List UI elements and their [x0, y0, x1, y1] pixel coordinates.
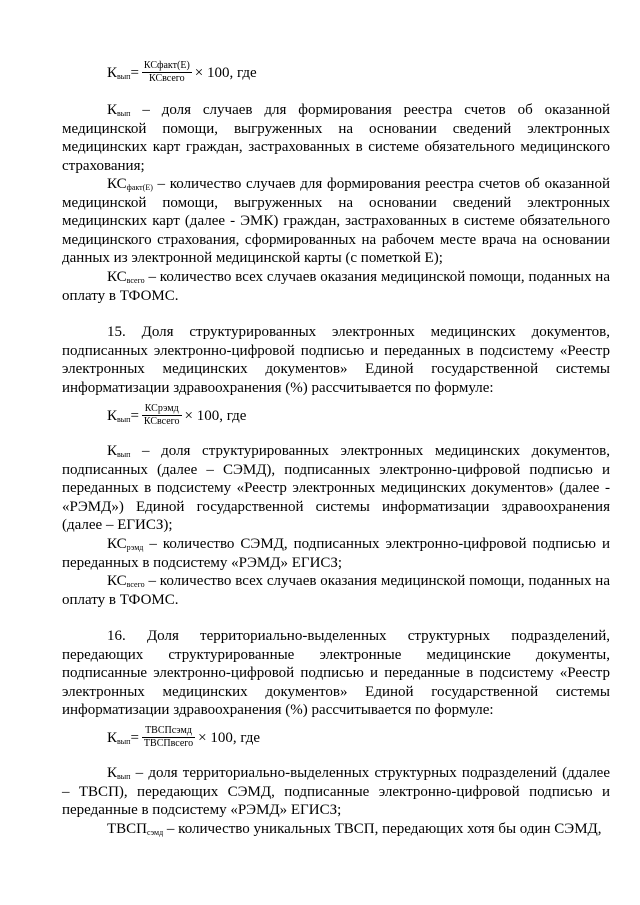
formula-tail: × 100, где	[184, 407, 247, 424]
formula-lhs: $К_{вып}$	[107, 729, 131, 746]
formula-kvyp-tvsp: $К_{вып}=$ $\frac{\text{ТВСПсэмд}}{\text{ТВСПвсего}}$ × 100, где	[107, 725, 261, 749]
definition-ks-vsego-1: $КС_{всего}$ – количество всех случаев оказания медицинской помощи, поданных на оплату в ТФОМС.	[62, 269, 610, 304]
definition-ks-vsego-2: $КС_{всего}$ – количество всех случаев оказания медицинской помощи, поданных на оплату в ТФОМС.	[62, 573, 610, 608]
fraction-denominator: ТВСПвсего	[143, 738, 194, 749]
definition-tvsp-semd: $ТВСП_{сэмд}$ – количество уникальных ТВСП, передающих хотя бы один СЭМД,	[107, 821, 602, 837]
definition-kvyp-1: $К_{вып}$ – доля случаев для формирования реестра счетов об оказанной медицинской помощи, выгруженных на основании сведений электронных медицинских карт граждан, застрахованных в системе обязательного медицинского страхования;	[62, 102, 610, 174]
fraction-denominator: КСвсего	[143, 416, 180, 427]
formula-kvyp-remd: $К_{вып}=$ $\frac{\text{КСрэмд}}{\text{КСвсего}}$ × 100, где	[107, 403, 247, 427]
section-15-heading: 15. Доля структурированных электронных медицинских документов, подписанных электронно-цифровой подписью и переданных в подсистему «Реестр электронных медицинских документов» Единой государственной системы информатизации здравоохранения (%) рассчитывается по формуле:	[62, 324, 610, 396]
fraction-numerator: КСфакт(Е)	[143, 60, 190, 71]
formula-fraction	[142, 403, 182, 428]
definition-kvyp-2: $К_{вып}$ – доля структурированных электронных медицинских документов, подписанных (далее – СЭМД), подписанных электронно-цифровой подписью и переданных в подсистему «Реестр электронных медицинских документов» (далее - «РЭМД») Единой государственной системы информатизации здравоохранения (далее – ЕГИСЗ);	[62, 443, 610, 534]
formula-lhs: $К_{вып}$	[107, 64, 131, 81]
formula-fraction	[142, 725, 195, 750]
formula-tail: × 100, где	[198, 729, 261, 746]
formula-fraction	[142, 60, 192, 85]
definition-ks-remd: $КС_{рэмд}$ – количество СЭМД, подписанных электронно-цифровой подписью и переданных в подсистему «РЭМД» ЕГИСЗ;	[62, 536, 610, 571]
formula-tail: × 100, где	[194, 64, 257, 81]
definition-ks-fakt: $КС_{факт(Е)}$ – количество случаев для формирования реестра счетов об оказанной медицинской помощи, выгруженных на основании сведений электронных медицинских карт (далее - ЭМК) граждан, застрахованных в системе обязательного медицинского страхования, сформированных на рабочем месте врача на основании данных из электронной медицинской карты (с пометкой Е);	[62, 176, 610, 267]
fraction-numerator: КСрэмд	[142, 403, 182, 416]
fraction-numerator: ТВСПсэмд	[142, 725, 195, 738]
section-16-heading: 16. Доля территориально-выделенных структурных подразделений, передающих структурированные электронные медицинские документы, подписанные электронно-цифровой подписью и переданные в подсистему «Реестр электронных медицинских документов» Единой государственной системы информатизации здравоохранения (%) рассчитывается по формуле:	[62, 628, 610, 719]
formula-kvyp-emk: $К_{вып}=$ $\frac{\text{КСфакт(Е)}}{\text{КСвсего}}$ × 100, где	[107, 60, 257, 84]
fraction-denominator: КСвсего	[149, 73, 185, 84]
formula-lhs: $К_{вып}$	[107, 407, 131, 424]
definition-kvyp-3: $К_{вып}$ – доля территориально-выделенных структурных подразделений (ддалее – ТВСП), передающих СЭМД, подписанные электронно-цифровой подписью и переданные в подсистему «РЭМД» ЕГИСЗ;	[62, 765, 610, 819]
